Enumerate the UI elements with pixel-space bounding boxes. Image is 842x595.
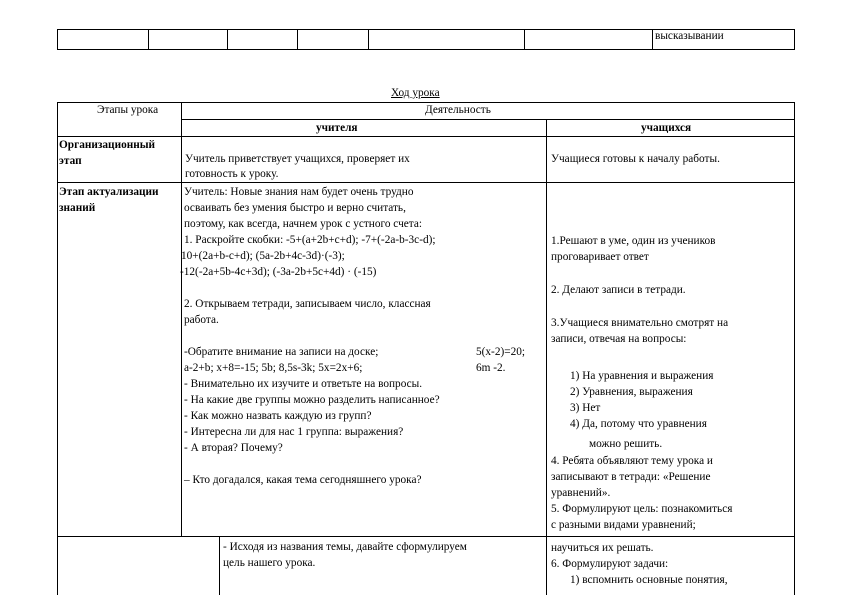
table-line [524, 29, 525, 49]
text-line: поэтому, как всегда, начнем урок с устного счета: [184, 218, 423, 230]
header-students: учащихся [641, 122, 692, 134]
org-students: Учащиеся готовы к началу работы. [551, 153, 720, 165]
table-line [57, 49, 795, 50]
list-item-continuation: можно решить. [589, 438, 663, 450]
table-line [57, 536, 794, 537]
text-line: с разными видами уравнений; [551, 519, 696, 531]
text-line: записывают в тетради: «Решение [551, 471, 711, 483]
answers-list [570, 368, 713, 432]
text-line: 1. Раскройте скобки: -5+(а+2b+с+d); -7+(-2а-b-3c-d); [184, 234, 436, 246]
text-line [551, 265, 728, 282]
top-table-cell: высказывании [655, 30, 724, 42]
text-line: 2. Делают записи в тетради. [551, 284, 686, 296]
goal-teacher-line2: цель нашего урока. [223, 557, 316, 569]
goal-students-text [551, 540, 728, 588]
actual-students-after [551, 453, 732, 533]
table-line [57, 182, 794, 183]
text-line [551, 298, 728, 315]
text-line: – Кто догадался, какая тема сегодняшнего урока? [184, 474, 422, 486]
text-line: -12(-2а+5b-4с+3d); (-3а-2b+5с+4d) · (-15) [180, 266, 377, 278]
header-teacher: учителя [316, 122, 358, 134]
text-line: -Обратите внимание на записи на доске; [184, 346, 379, 358]
text-line: а-2+b; х+8=-15; 5b; 8,5s-3k; 5х=2х+6; [184, 362, 363, 374]
list-item: 4) Да, потому что уравнения [570, 418, 707, 430]
actual-teacher-text [180, 184, 440, 488]
table-line [794, 29, 795, 49]
text-line: уравнений». [551, 487, 611, 499]
table-line [57, 136, 794, 137]
text-line: - Внимательно их изучите и ответьте на вопросы. [184, 378, 423, 390]
goal-teacher-line1: - Исходя из названия темы, давайте сформулируем [223, 541, 467, 553]
list-item: 3) Нет [570, 402, 601, 414]
table-line [297, 29, 298, 49]
list-item: 1) На уравнения и выражения [570, 370, 714, 382]
table-line [148, 29, 149, 49]
text-line: Учитель: Новые знания нам будет очень трудно [184, 186, 414, 198]
text-line [184, 280, 440, 296]
text-line: работа. [184, 314, 219, 326]
text-line [184, 456, 440, 472]
table-line [794, 102, 795, 595]
board-expression-right-1: 5(х-2)=20; [476, 346, 526, 358]
text-line [184, 328, 440, 344]
header-activity: Деятельность [425, 104, 491, 116]
text-line: 1) вспомнить основные понятия, [570, 574, 728, 586]
text-line: 3.Учащиеся внимательно смотрят на [551, 317, 729, 329]
text-line: осваивать без умения быстро и верно считать, [184, 202, 406, 214]
table-line [57, 29, 58, 49]
text-line: 6. Формулируют задачи: [551, 558, 669, 570]
header-stages: Этапы урока [97, 104, 159, 116]
table-line [652, 29, 653, 49]
table-line [181, 102, 182, 536]
text-line: 10+(2а+b-с+d); (5а-2b+4с-3d)·(-3); [181, 250, 345, 262]
text-line: - Интересна ли для нас 1 группа: выражения? [184, 426, 404, 438]
text-line: 2. Открываем тетради, записываем число, классная [184, 298, 431, 310]
stage-org-line2: этап [59, 155, 82, 167]
text-line: проговаривает ответ [551, 251, 649, 263]
table-line [368, 29, 369, 49]
text-line: научиться их решать. [551, 542, 654, 554]
org-teacher-line2: готовность к уроку. [185, 168, 279, 180]
list-item: 2) Уравнения, выражения [570, 386, 693, 398]
org-teacher-line1: Учитель приветствует учащихся, проверяет их [185, 153, 410, 165]
table-line [546, 119, 547, 595]
actual-students-text [551, 233, 728, 347]
text-line: 4. Ребята объявляют тему урока и [551, 455, 713, 467]
text-line: 5. Формулируют цель: познакомиться [551, 503, 733, 515]
table-line [181, 119, 794, 120]
stage-actual-line2: знаний [59, 202, 96, 214]
text-line: - Как можно назвать каждую из групп? [184, 410, 372, 422]
text-line: записи, отвечая на вопросы: [551, 333, 687, 345]
text-line: - А вторая? Почему? [184, 442, 283, 454]
table-line [219, 536, 220, 595]
text-line: - На какие две группы можно разделить написанное? [184, 394, 440, 406]
stage-org-line1: Организационный [59, 139, 156, 151]
board-expression-right-2: 6m -2. [476, 362, 506, 374]
table-line [57, 102, 58, 595]
section-title: Ход урока [391, 87, 440, 99]
text-line: 1.Решают в уме, один из учеников [551, 235, 716, 247]
stage-actual-line1: Этап актуализации [59, 186, 159, 198]
table-line [227, 29, 228, 49]
